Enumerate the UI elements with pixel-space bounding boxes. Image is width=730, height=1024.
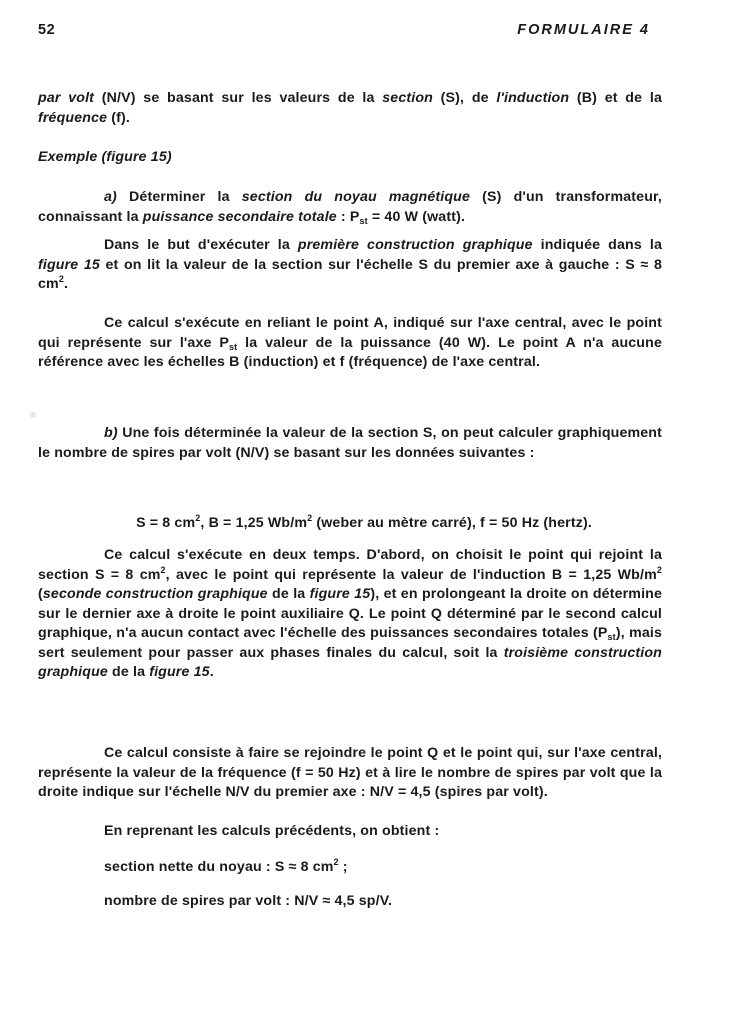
data-line — [38, 514, 676, 534]
part-b-paragraph-4 — [38, 822, 662, 842]
part-b-p1-text-1: Une fois déterminée la valeur de la section S, on peut calculer graphiquement le nombre de spires par volt (N/V) se basant sur les données suivantes : — [38, 425, 662, 461]
part-a-p2-text-6: . — [63, 276, 69, 292]
pst-subscript: st — [607, 632, 616, 642]
part-a-p1-italic-4: puissance secondaire totale — [142, 208, 337, 225]
part-b-paragraph-2 — [38, 546, 662, 683]
intro-text-4: (S), de — [432, 90, 497, 106]
result-spires — [38, 892, 728, 912]
part-a-p2-text-3: indiquée dans la — [532, 237, 662, 253]
intro-text-8: (f). — [107, 109, 130, 126]
part-b-p2-italic-6: figure 15 — [309, 586, 371, 602]
intro-text-6: (B) et de la — [569, 90, 662, 106]
result-section-text-2: ; — [338, 859, 348, 875]
intro-text-2: (N/V) se basant sur les valeurs de la — [94, 90, 383, 106]
m2-superscript: 2 — [307, 513, 313, 523]
intro-italic-5: l'induction — [496, 90, 570, 106]
m2-superscript: 2 — [656, 564, 662, 575]
part-b-label: b) — [104, 425, 118, 441]
part-b-p2-italic-11: figure 15 — [149, 664, 210, 680]
part-a-paragraph-3 — [38, 314, 662, 373]
part-b-p2-text-8: ), mais sert seulement pour passer aux phases finales du calcul, soit la — [38, 625, 663, 661]
part-b-p2-text-12: . — [209, 664, 214, 680]
part-a-p2-text-5: et on lit la valeur de la section sur l'échelle S du premier axe à gauche : S ≈ 8 cm — [38, 256, 663, 292]
part-a-p1-text-1: Déterminer la — [116, 189, 242, 205]
page-number: 52 — [38, 22, 56, 38]
part-b-p2-text-2: , avec le point qui représente la valeur de l'induction B = 1,25 Wb/m — [165, 566, 657, 583]
cm2-superscript: 2 — [160, 564, 166, 575]
part-b-paragraph-1 — [38, 424, 662, 463]
part-a-p2-text-1: Dans le but d'exécuter la — [104, 237, 298, 253]
data-line-text-1: S = 8 cm — [136, 515, 196, 531]
part-a-p2-italic-2: première construction graphique — [297, 237, 533, 253]
part-b-p2-text-5: de la — [267, 586, 310, 602]
part-b-p4-text: En reprenant les calculs précédents, on obtient : — [104, 823, 440, 839]
result-section-text-1: section nette du noyau : S ≈ 8 cm — [104, 859, 334, 875]
example-heading-text: Exemple (figure 15) — [38, 149, 172, 165]
intro-italic-7: fréquence — [38, 109, 108, 126]
intro-paragraph — [38, 89, 662, 128]
part-a-paragraph-2 — [38, 236, 662, 295]
part-a-paragraph-1 — [38, 188, 662, 227]
running-title: FORMULAIRE 4 — [517, 22, 650, 38]
part-b-p3-text-1: Ce calcul consiste à faire se rejoindre le point Q et le point qui, sur l'axe central, représente la valeur de la fréquence (f = 50 Hz) et à lire le nombre de spires par volt que la droite indique sur l'échelle N/V du premier axe : N/V = 4,5 (spires par volt). — [38, 745, 662, 800]
part-a-p3-text-1: Ce calcul s'exécute en reliant le point A, indiqué sur l'axe central, avec le point qui représente sur l'axe P — [38, 315, 662, 351]
part-a-p2-italic-4: figure 15 — [38, 256, 100, 273]
part-a-p3-text-2: la valeur de la puissance (40 W). Le point A n'a aucune référence avec les échelles B (induction) et f (fréquence) de l'axe central. — [38, 334, 662, 370]
part-a-label: a) — [104, 189, 117, 205]
result-section — [38, 858, 728, 878]
cm2-superscript: 2 — [333, 857, 339, 867]
part-b-p2-text-7: ), et en prolongeant la droite on détermine sur le dernier axe à droite le point auxiliaire Q. Le point Q déterminé par le second calcul graphique, n'a aucun contact avec l'échelle des puissances secondaires totales (P — [38, 586, 663, 641]
result-spires-text: nombre de spires par volt : N/V ≈ 4,5 sp/V. — [104, 893, 393, 909]
data-line-text-3: (weber au mètre carré), f = 50 Hz (hertz). — [312, 515, 592, 531]
part-b-paragraph-3 — [38, 744, 662, 803]
part-a-p1-text-6: = 40 W (watt). — [367, 208, 466, 225]
intro-italic-1: par volt — [38, 90, 95, 106]
part-b-p2-text-3: ( — [38, 586, 43, 602]
part-a-p1-italic-2: section du noyau magnétique — [241, 189, 471, 205]
part-a-p1-text-3: (S) d'un transformateur, connaissant la — [38, 189, 662, 225]
part-b-p2-text-1: Ce calcul s'exécute en deux temps. D'abord, on choisit le point qui rejoint la section S = 8 cm — [38, 547, 662, 583]
part-a-p1-text-5: : P — [336, 208, 360, 225]
part-b-p2-italic-4: seconde construction graphique — [42, 586, 268, 602]
example-heading — [38, 148, 662, 168]
scan-speck — [30, 412, 36, 418]
pst-subscript: st — [229, 341, 238, 352]
page-header — [38, 22, 662, 42]
cm2-superscript: 2 — [58, 274, 64, 284]
data-line-text-2: , B = 1,25 Wb/m — [200, 515, 308, 531]
cm2-superscript: 2 — [195, 513, 201, 523]
part-b-p2-text-10: de la — [107, 664, 150, 680]
part-b-p2-italic-9: troisième construction graphique — [38, 644, 662, 680]
intro-italic-3: section — [382, 90, 433, 106]
pst-subscript: st — [359, 215, 368, 226]
